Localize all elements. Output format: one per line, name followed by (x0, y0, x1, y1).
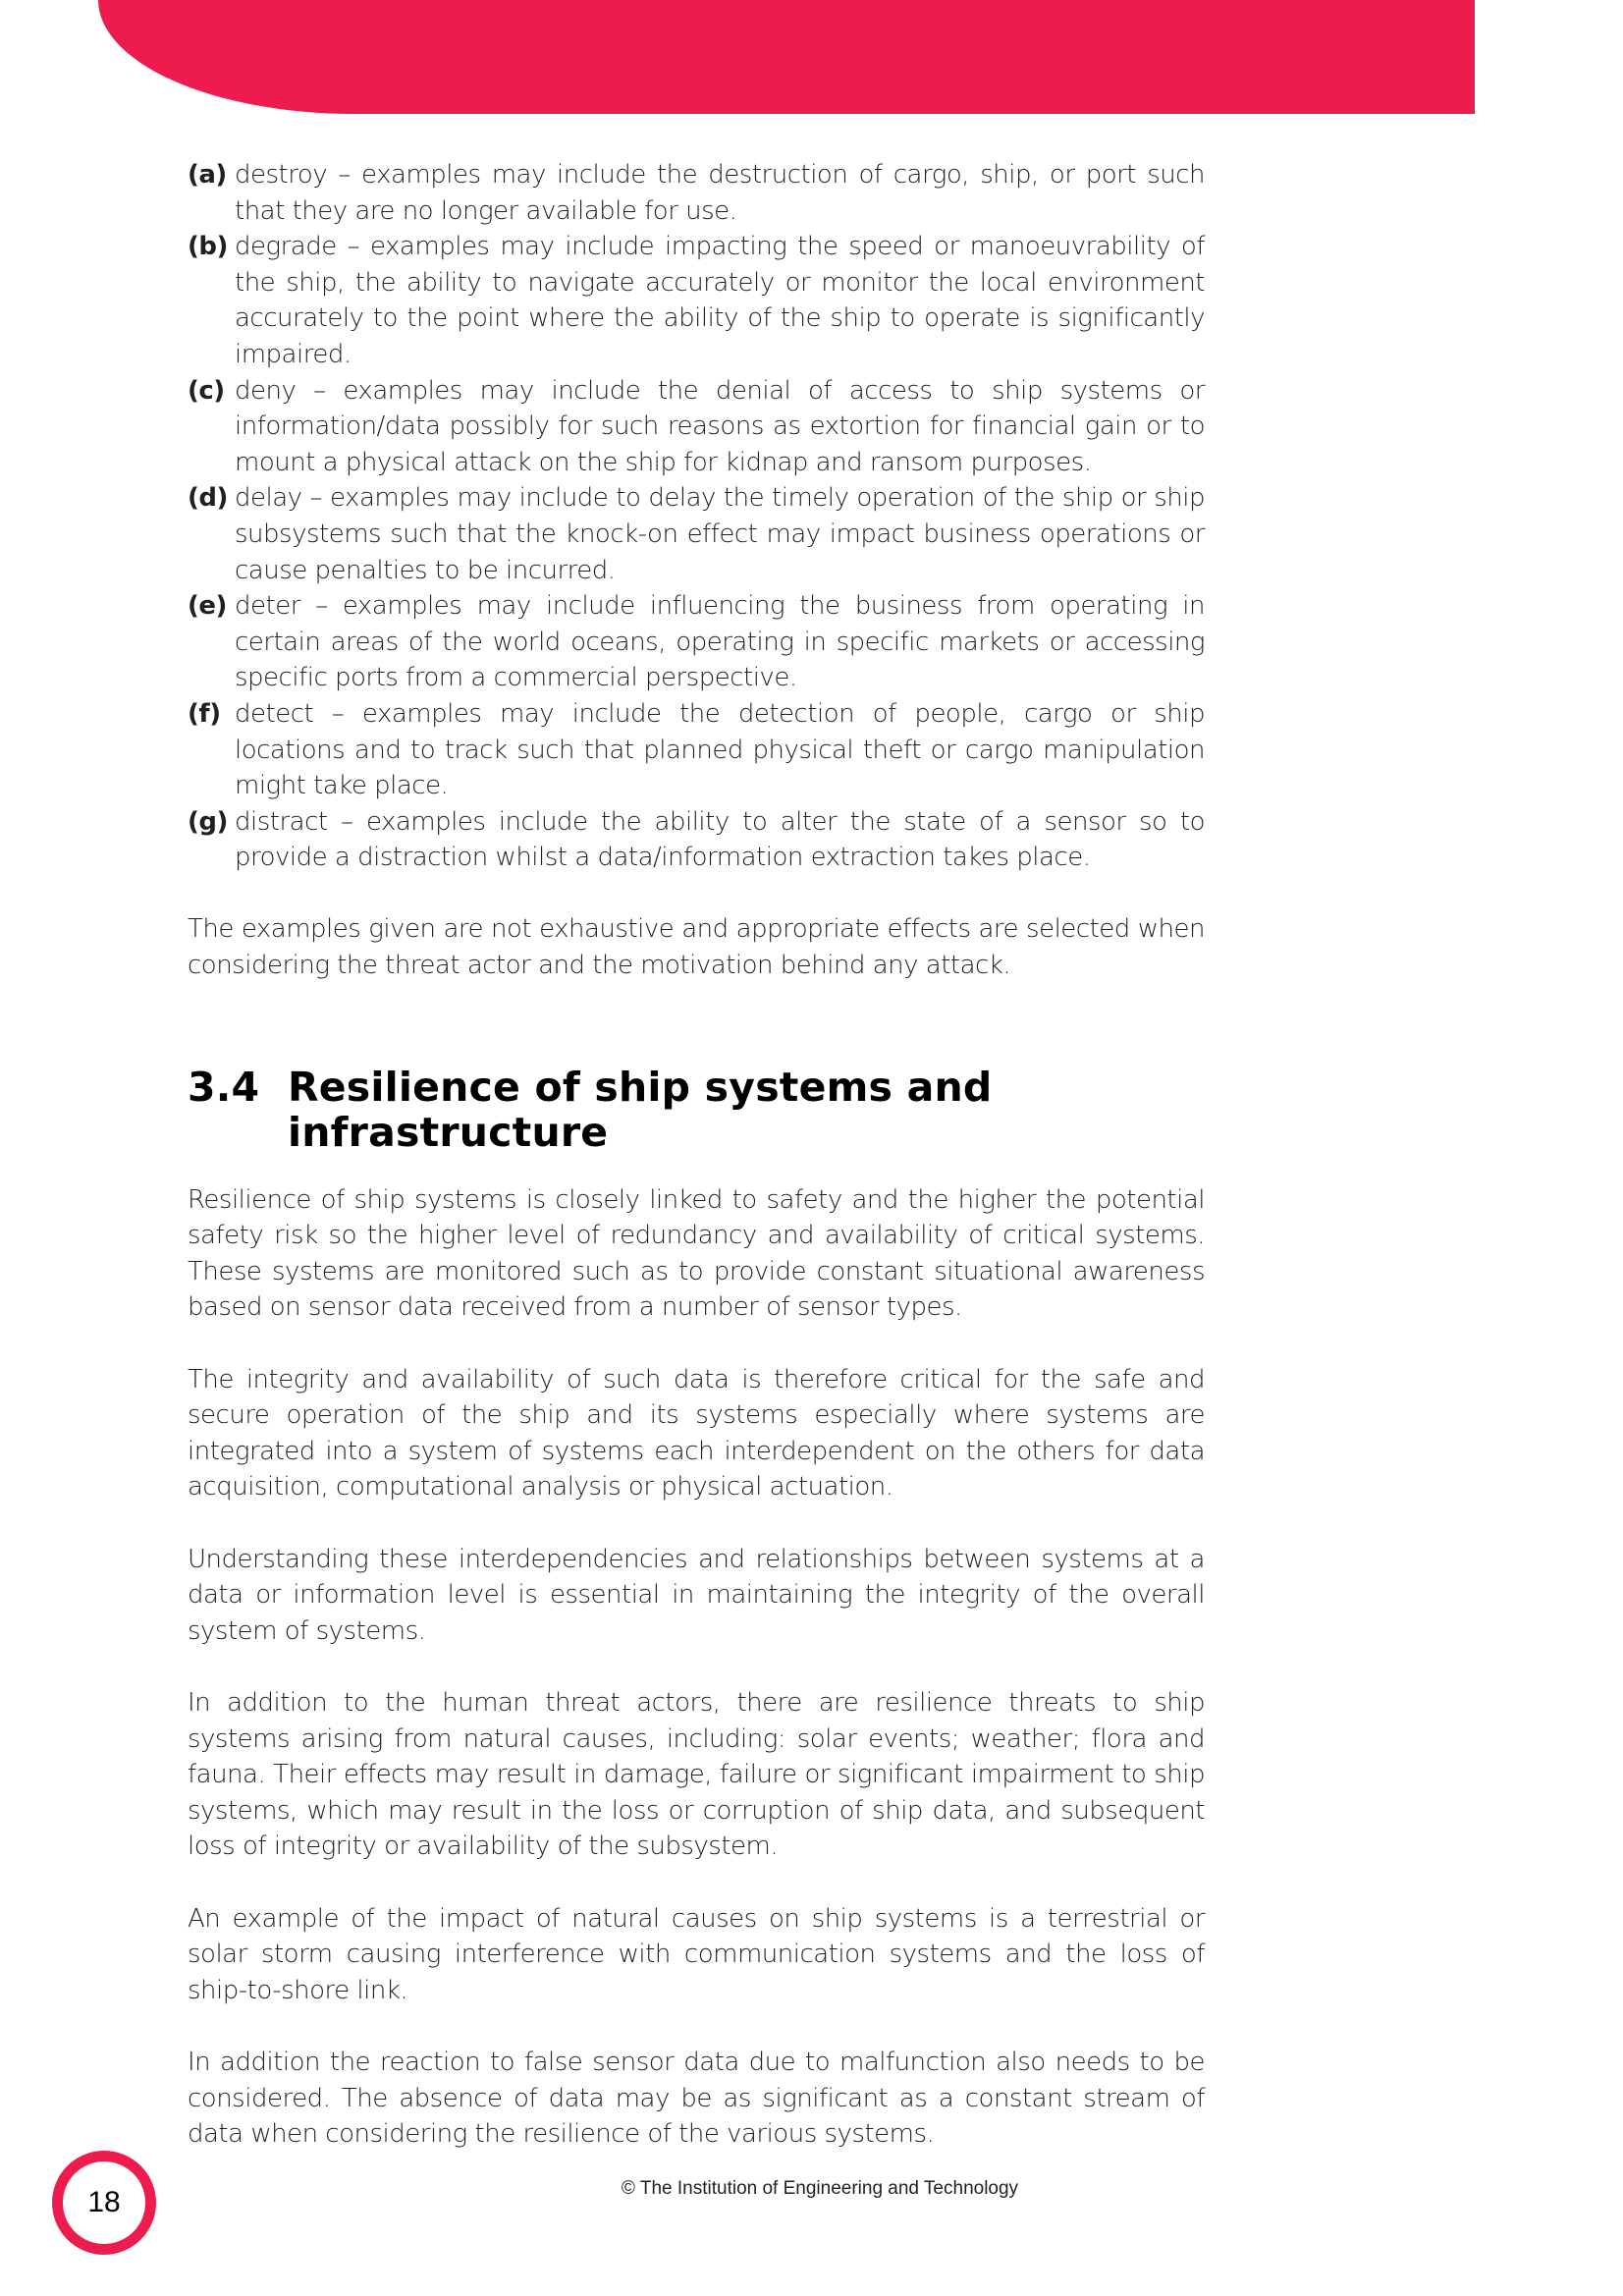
body-paragraph: An example of the impact of natural causes on ship systems is a terrestrial or solar storm causing interference with communication systems and the loss of ship-to-shore link. (188, 1903, 1205, 2005)
list-item (188, 804, 1205, 876)
list-item-text: distract – examples include the ability to alter the state of a sensor so to provide a distraction whilst a data/information extraction takes place. (235, 806, 1205, 873)
intro-paragraph: The examples given are not exhaustive and appropriate effects are selected when considering the threat actor and the motivation behind any attack. (188, 914, 1205, 981)
page-content (188, 157, 1205, 2153)
list-marker: (c) (188, 375, 225, 406)
body-paragraph: In addition the reaction to false sensor data due to malfunction also needs to be considered. The absence of data may be as significant as a constant stream of data when considering the resilience of the various systems. (188, 2047, 1205, 2150)
page-number: 18 (87, 2186, 121, 2218)
list-item (188, 696, 1205, 804)
list-item-text: degrade – examples may include impacting the speed or manoeuvrability of the ship, the ability to navigate accurately or monitor the local environment accurately to the point where the ability of the ship to operate is significantly impaired. (235, 232, 1205, 369)
body-paragraph: Resilience of ship systems is closely linked to safety and the higher the potential safety risk so the higher level of redundancy and availability of critical systems. These systems are monitored such as to provide constant situational awareness based on sensor data received from a number of sensor types. (188, 1184, 1205, 1323)
section-heading (188, 1065, 1205, 1155)
list-marker: (d) (188, 483, 228, 514)
list-item-text: delay – examples may include to delay the timely operation of the ship or ship subsystems such that the knock-on effect may impact business operations or cause penalties to be incurred. (235, 483, 1205, 585)
effects-list (188, 157, 1205, 876)
body-paragraph: The integrity and availability of such data is therefore critical for the safe and secure operation of the ship and its systems especially where systems are integrated into a system of systems each interdependent on the others for data acquisition, computational analysis or physical actuation. (188, 1364, 1205, 1503)
list-marker: (a) (188, 160, 227, 190)
page-number-badge (52, 2151, 156, 2255)
list-marker: (f) (188, 698, 221, 729)
list-item-text: destroy – examples may include the destruction of cargo, ship, or port such that they are no longer available for use. (235, 160, 1205, 226)
list-item (188, 157, 1205, 229)
list-item-text: deny – examples may include the denial of access to ship systems or information/data possibly for such reasons as extortion for financial gain or to mount a physical attack on the ship for kidnap and ransom purposes. (235, 375, 1205, 477)
footer-copyright: © The Institution of Engineering and Technology (621, 2178, 1019, 2199)
list-item (188, 229, 1205, 372)
list-item (188, 480, 1205, 588)
header-decorative-band (98, 0, 1475, 114)
list-item-text: deter – examples may include influencing the business from operating in certain areas of the world oceans, operating in specific markets or accessing specific ports from a commercial perspective. (235, 591, 1205, 693)
section-number: 3.4 (188, 1063, 260, 1111)
list-item-text: detect – examples may include the detection of people, cargo or ship locations and to track such that planned physical theft or cargo manipulation might take place. (235, 698, 1205, 801)
list-item (188, 373, 1205, 481)
list-marker: (e) (188, 591, 227, 622)
list-item (188, 588, 1205, 696)
body-paragraph: Understanding these interdependencies and relationships between systems at a data or information level is essential in maintaining the integrity of the overall system of systems. (188, 1544, 1205, 1646)
list-marker: (g) (188, 806, 228, 837)
body-paragraph: In addition to the human threat actors, there are resilience threats to ship systems arising from natural causes, including: solar events; weather; flora and fauna. Their effects may result in damage, failure or significant impairment to ship systems, which may result in the loss or corruption of ship data, and subsequent loss of integrity or availability of the subsystem. (188, 1687, 1205, 1862)
list-marker: (b) (188, 232, 228, 262)
section-title: Resilience of ship systems and infrastructure (288, 1063, 993, 1156)
